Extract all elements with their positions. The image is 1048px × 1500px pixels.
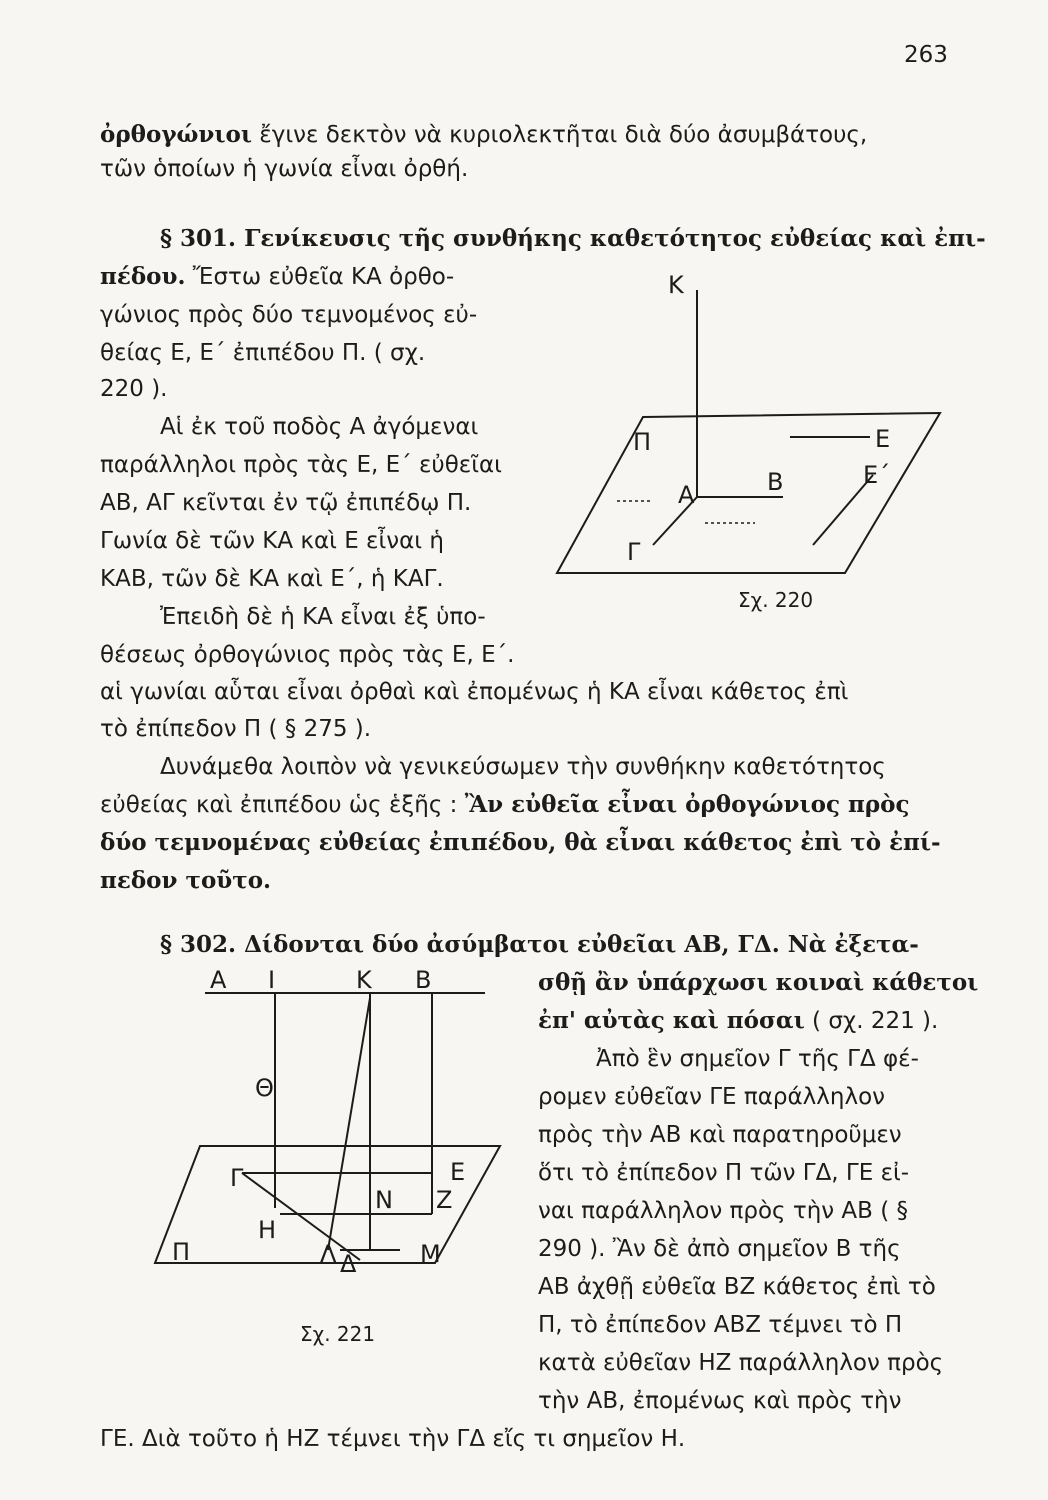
label-E: Ε (450, 1158, 466, 1186)
text-line: ΑΒ, ΑΓ κεῖνται ἐν τῷ ἐπιπέδῳ Π. (100, 490, 472, 516)
text-line: ΓΕ. Διὰ τοῦτο ἡ ΗΖ τέμνει τὴν ΓΔ εἴς τι σημεῖον Η. (100, 1426, 686, 1452)
label-P: Π (633, 428, 652, 456)
text-line (100, 790, 909, 820)
label-G: Γ (627, 538, 641, 566)
section-number: § 302. (160, 931, 237, 958)
text-line: αἱ γωνίαι αὗται εἶναι ὀρθαὶ καὶ ἐπομένως ἡ ΚΑ εἶναι κάθετος ἐπὶ (100, 679, 849, 705)
text-line: γώνιος πρὸς δύο τεμνομένος εὐ- (100, 302, 478, 328)
figure-220-caption: Σχ. 220 (738, 588, 814, 612)
label-E-prime: Ε΄ (863, 461, 891, 489)
text-line: Δυνάμεθα λοιπὸν νὰ γενικεύσωμεν τὴν συνθήκην καθετότητος (160, 754, 886, 780)
bold-term: ὀρθογώνιοι (100, 121, 252, 148)
text-line (100, 262, 454, 292)
section-title: ἐπ' αὐτὰς καὶ πόσαι (538, 1007, 805, 1034)
text-line: ΚΑΒ, τῶν δὲ ΚΑ καὶ Ε΄, ἡ ΚΑΓ. (100, 566, 444, 592)
label-D: Δ (340, 1250, 357, 1278)
label-I: Ι (268, 968, 276, 994)
figure-221-caption: Σχ. 221 (300, 1322, 376, 1346)
label-Z: Ζ (436, 1186, 453, 1214)
line-text: ἔγινε δεκτὸν νὰ κυριολεκτῆται διὰ δύο ἀσυμβάτους, (251, 122, 868, 148)
section-302-heading (160, 930, 919, 960)
text-line: τὴν ΑΒ, ἐπομένως καὶ πρὸς τὴν (538, 1388, 902, 1414)
text-line: τῶν ὁποίων ἡ γωνία εἶναι ὀρθή. (100, 156, 469, 182)
theorem-text: Ἂν εὐθεῖα εἶναι ὀρθογώνιος πρὸς (464, 791, 910, 818)
label-G: Γ (230, 1164, 244, 1192)
text-line: τὸ ἐπίπεδον Π ( § 275 ). (100, 716, 372, 742)
text-line: κατὰ εὐθεῖαν ΗΖ παράλληλον πρὸς (538, 1350, 944, 1376)
text-line: ρομεν εὐθεῖαν ΓΕ παράλληλον (538, 1084, 885, 1110)
section-301-heading (160, 224, 986, 254)
text-line: Αἱ ἐκ τοῦ ποδὸς Α ἀγόμεναι (160, 414, 479, 440)
figure-220 (545, 255, 955, 585)
label-Theta: Θ (255, 1074, 274, 1102)
label-K: Κ (356, 968, 372, 994)
line-text: Ἔστω εὐθεῖα ΚΑ ὀρθο- (185, 264, 455, 290)
text-line (538, 1006, 938, 1036)
theorem-text: δύο τεμνομένας εὐθείας ἐπιπέδου, θὰ εἶναι κάθετος ἐπὶ τὸ ἐπί- (100, 829, 941, 856)
line-text: εὐθείας καὶ ἐπιπέδου ὡς ἑξῆς : (100, 792, 465, 818)
text-line: 220 ). (100, 376, 168, 402)
label-A: Α (210, 968, 227, 994)
text-line: Π, τὸ ἐπίπεδον ΑΒΖ τέμνει τὸ Π (538, 1312, 903, 1338)
figure-221 (150, 968, 520, 1288)
text-line: 290 ). Ἂν δὲ ἀπὸ σημεῖον Β τῆς (538, 1236, 901, 1262)
label-N: Ν (375, 1186, 393, 1214)
label-K: Κ (668, 271, 684, 299)
label-B: Β (415, 968, 432, 994)
section-title: Γενίκευσις τῆς συνθήκης καθετότητος εὐθείας καὶ ἐπι- (236, 225, 986, 252)
text-line: Γωνία δὲ τῶν ΚΑ καὶ Ε εἶναι ἡ (100, 528, 444, 554)
text-line: ὅτι τὸ ἐπίπεδον Π τῶν ΓΔ, ΓΕ εἰ- (538, 1160, 910, 1186)
label-A: Α (678, 481, 695, 509)
section-title: πέδου. (100, 263, 186, 290)
text-line (100, 120, 867, 150)
section-title: Δίδονται δύο ἀσύμβατοι εὐθεῖαι ΑΒ, ΓΔ. Νὰ ἐξετα- (236, 931, 919, 958)
label-M: Μ (420, 1240, 441, 1268)
text-line: θείας Ε, Ε΄ ἐπιπέδου Π. ( σχ. (100, 340, 426, 366)
text-line: ναι παράλληλον πρὸς τὴν ΑΒ ( § (538, 1198, 909, 1224)
label-B: Β (767, 468, 784, 496)
label-L: Λ (320, 1240, 337, 1268)
label-P: Π (172, 1238, 191, 1266)
text-line (100, 866, 271, 896)
label-E: Ε (875, 425, 891, 453)
text-line: πρὸς τὴν ΑΒ καὶ παρατηροῦμεν (538, 1122, 902, 1148)
section-title: σθῇ ἂν ὑπάρχωσι κοιναὶ κάθετοι (538, 969, 979, 996)
line-text: ( σχ. 221 ). (804, 1008, 939, 1034)
section-number: § 301. (160, 225, 237, 252)
text-line: Ἐπειδὴ δὲ ἡ ΚΑ εἶναι ἐξ ὑπο- (160, 604, 486, 630)
text-line (100, 828, 941, 858)
theorem-text: πεδον τοῦτο. (100, 867, 272, 894)
line-KL (328, 998, 370, 1250)
text-line: ΑΒ ἀχθῇ εὐθεῖα ΒΖ κάθετος ἐπὶ τὸ (538, 1274, 936, 1300)
text-line: παράλληλοι πρὸς τὰς Ε, Ε΄ εὐθεῖαι (100, 452, 502, 478)
page-number: 263 (904, 42, 948, 68)
text-line (538, 968, 978, 998)
label-H: Η (258, 1216, 277, 1244)
text-line: Ἀπὸ ἓν σημεῖον Γ τῆς ΓΔ φέ- (596, 1046, 919, 1072)
text-line: θέσεως ὀρθογώνιος πρὸς τὰς Ε, Ε΄. (100, 642, 515, 668)
